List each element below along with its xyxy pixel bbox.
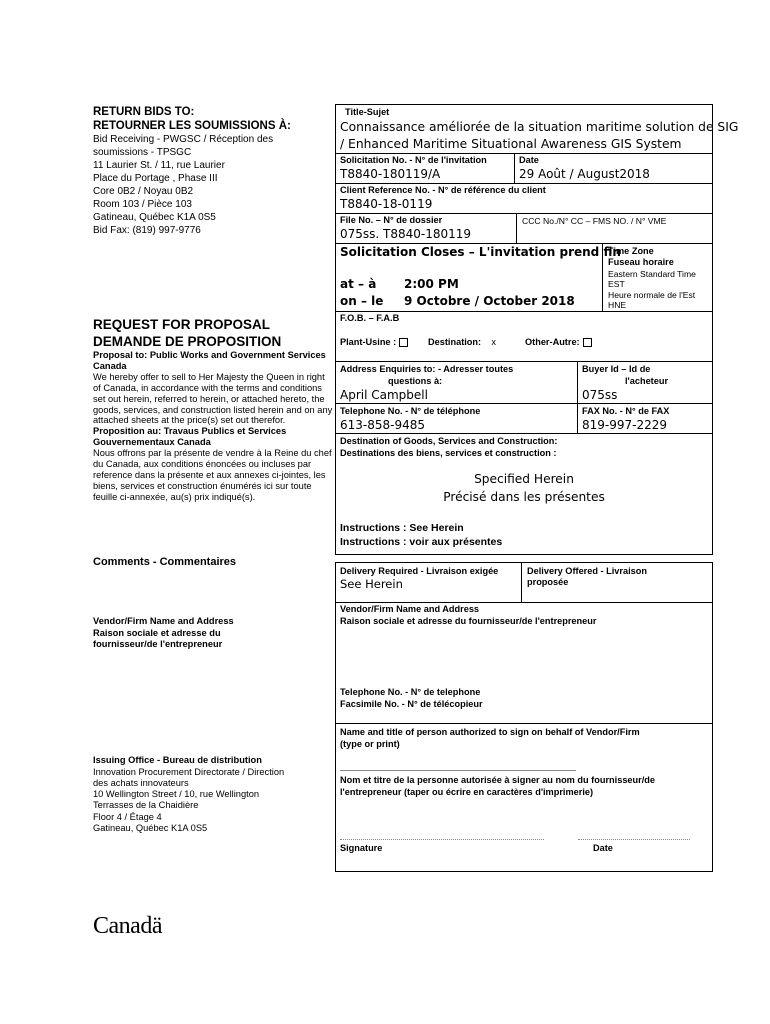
rule — [335, 433, 713, 434]
return-line: 11 Laurier St. / 11, rue Laurier — [93, 160, 225, 171]
rule — [335, 403, 713, 404]
return-line: Bid Fax: (819) 997-9776 — [93, 225, 201, 236]
client-ref-label: Client Reference No. - N° de référence du client — [340, 185, 546, 195]
return-line: Gatineau, Québec K1A 0S5 — [93, 212, 216, 223]
comments-label: Comments - Commentaires — [93, 556, 237, 568]
issuing-line: Innovation Procurement Directorate / Direction — [93, 766, 285, 777]
tz-title-fr: Fuseau horaire — [608, 257, 674, 267]
destination-mark[interactable]: x — [491, 337, 496, 347]
issuing-office-block — [93, 755, 318, 834]
date-label: Date — [519, 155, 539, 165]
enquiries-label-1: Address Enquiries to: - Adresser toutes — [340, 364, 514, 374]
rule — [335, 153, 713, 154]
tz-line: HNE — [608, 300, 627, 310]
sig-date-line[interactable] — [578, 839, 690, 840]
enquiries-value: April Campbell — [340, 388, 428, 402]
vendor-label-2: Raison sociale et adresse du fournisseur/de l'entrepreneur — [340, 616, 597, 626]
on-label: on – le — [340, 294, 384, 308]
tel-label: Telephone No. - N° de téléphone — [340, 406, 481, 416]
rule — [335, 213, 713, 214]
rfp-block — [93, 316, 333, 503]
delivery-offered-label-1: Delivery Offered - Livraison — [527, 566, 647, 576]
instructions-fr: Instructions : voir aux présentes — [340, 536, 503, 548]
rfp-body-fr: Nous offrons par la présente de vendre à la Reine du chef du Canada, aux conditions énoncées ou incluses par reference dans la présente et aux annexes ci-jointes, les biens, services et construction énumérés ici sur toute feuille ci-annexée, au(s) prix indiqué(s). — [93, 448, 332, 502]
rule — [335, 183, 713, 184]
rule — [577, 361, 578, 433]
vendor-left-line: fournisseur/de l'entrepreneur — [93, 639, 223, 649]
fob-label: F.O.B. – F.A.B — [340, 313, 400, 323]
return-line: Core 0B2 / Noyau 0B2 — [93, 186, 194, 197]
title-value-line2: / Enhanced Maritime Situational Awareness GIS System — [340, 137, 682, 151]
at-label: at – à — [340, 277, 377, 291]
solicitation-label: Solicitation No. - N° de l'invitation — [340, 155, 487, 165]
return-line: Room 103 / Pièce 103 — [93, 199, 192, 210]
file-label: File No. – N° de dossier — [340, 215, 443, 225]
vendor-left-line: Raison sociale et adresse du — [93, 627, 221, 638]
dest-goods-label-2: Destinations des biens, services et construction : — [340, 448, 557, 458]
rule — [335, 723, 713, 724]
issuing-office-title: Issuing Office - Bureau de distribution — [93, 755, 262, 765]
title-value-line1: Connaissance améliorée de la situation maritime solution de SIG — [340, 120, 739, 134]
vendor-tel-label: Telephone No. - N° de telephone — [340, 687, 481, 697]
proposal-to-fr: Proposition au: Travaus Publics et Services Gouvernementaux Canada — [93, 426, 287, 448]
destination-option — [428, 337, 496, 348]
rule — [335, 361, 713, 362]
client-ref-value: T8840-18-0119 — [340, 197, 433, 211]
signature-line[interactable] — [340, 839, 544, 840]
issuing-line: Terrasses de la Chaidière — [93, 800, 199, 811]
enquiries-label-2: questions à: — [388, 376, 443, 386]
tz-line: EST — [608, 279, 625, 289]
buyer-label-2: l'acheteur — [625, 376, 669, 386]
issuing-line: Gatineau, Québec K1A 0S5 — [93, 822, 208, 833]
plant-checkbox[interactable] — [399, 338, 408, 347]
ccc-label: CCC No./N° CC – FMS NO. / N° VME — [522, 216, 667, 226]
close-date-value: 9 Octobre / October 2018 — [404, 294, 575, 308]
specified-herein-en: Specified Herein — [474, 472, 574, 486]
auth-name-line[interactable] — [340, 770, 576, 771]
rfp-title-fr: DEMANDE DE PROPOSITION — [93, 334, 282, 349]
vendor-left-line: Vendor/Firm Name and Address — [93, 616, 234, 626]
return-line: soumissions - TPSGC — [93, 147, 192, 158]
specified-herein-fr: Précisé dans les présentes — [443, 490, 605, 504]
return-line: Place du Portage , Phase III — [93, 173, 218, 184]
date-value: 29 Août / August2018 — [519, 167, 650, 181]
proposal-to-en: Proposal to: Public Works and Government Services Canada — [93, 350, 326, 371]
delivery-required-value: See Herein — [340, 577, 403, 591]
auth-label-fr-1: Nom et titre de la personne autorisée à signer au nom du fournisseur/de — [340, 775, 655, 785]
rule — [335, 243, 713, 244]
issuing-line: des achats innovateurs — [93, 777, 189, 788]
issuing-line: 10 Wellington Street / 10, rue Wellington — [93, 789, 260, 800]
solicitation-value: T8840-180119/A — [340, 167, 441, 181]
other-option — [525, 337, 592, 348]
auth-label-fr-2: l'entrepreneur (taper ou écrire en caractères d'imprimerie) — [340, 787, 594, 797]
vendor-fax-label: Facsimile No. - N° de télécopieur — [340, 699, 483, 709]
issuing-line: Floor 4 / Étage 4 — [93, 811, 162, 822]
sig-date-label: Date — [593, 843, 613, 853]
other-label: Other-Autre: — [525, 337, 580, 347]
tz-line: Eastern Standard Time — [608, 269, 696, 279]
vendor-label-1: Vendor/Firm Name and Address — [340, 604, 480, 614]
instructions-en: Instructions : See Herein — [340, 522, 464, 534]
fax-label: FAX No. - N° de FAX — [582, 406, 670, 416]
return-bids-title-fr: RETOURNER LES SOUMISSIONS À: — [93, 120, 291, 132]
delivery-offered-label-2: proposée — [527, 577, 569, 587]
tz-line: Heure normale de l'Est — [608, 290, 696, 300]
canada-wordmark: Canadä — [93, 913, 162, 939]
other-checkbox[interactable] — [583, 338, 592, 347]
auth-label-2: (type or print) — [340, 739, 400, 749]
closes-label: Solicitation Closes – L'invitation prend fin — [340, 245, 621, 259]
file-value: 075ss. T8840-180119 — [340, 227, 472, 241]
rfp-title-en: REQUEST FOR PROPOSAL — [93, 317, 271, 332]
return-bids-block — [93, 105, 323, 237]
auth-label-1: Name and title of person authorized to sign on behalf of Vendor/Firm — [340, 727, 640, 737]
signature-label: Signature — [340, 843, 383, 853]
fax-value: 819-997-2229 — [582, 418, 668, 432]
vendor-left-block — [93, 616, 313, 651]
tel-value: 613-858-9485 — [340, 418, 426, 432]
buyer-label-1: Buyer Id – Id de — [582, 364, 651, 374]
rule — [514, 153, 515, 183]
rule — [521, 562, 522, 602]
plant-label: Plant-Usine : — [340, 337, 397, 347]
rfp-body-en: We hereby offer to sell to Her Majesty the Queen in right of Canada, in accordance with the terms and conditions set out herein, referred to herein, or attached hereto, the goods, services, and construction listed herein and on any attached sheets at the price(s) set out therefor. — [93, 371, 333, 426]
dest-goods-label-1: Destination of Goods, Services and Construction: — [340, 436, 558, 446]
destination-label: Destination: — [428, 337, 482, 347]
rule — [335, 311, 713, 312]
buyer-value: 075ss — [582, 388, 618, 402]
rule — [335, 602, 713, 603]
rule — [516, 213, 517, 243]
delivery-required-label: Delivery Required - Livraison exigée — [340, 566, 499, 576]
plant-option — [340, 337, 408, 348]
return-line: Bid Receiving - PWGSC / Réception des — [93, 134, 274, 145]
tz-title-en: Time Zone — [608, 246, 654, 256]
close-time-value: 2:00 PM — [404, 277, 459, 291]
return-bids-title-en: RETURN BIDS TO: — [93, 106, 195, 118]
title-label: Title-Sujet — [345, 107, 390, 117]
